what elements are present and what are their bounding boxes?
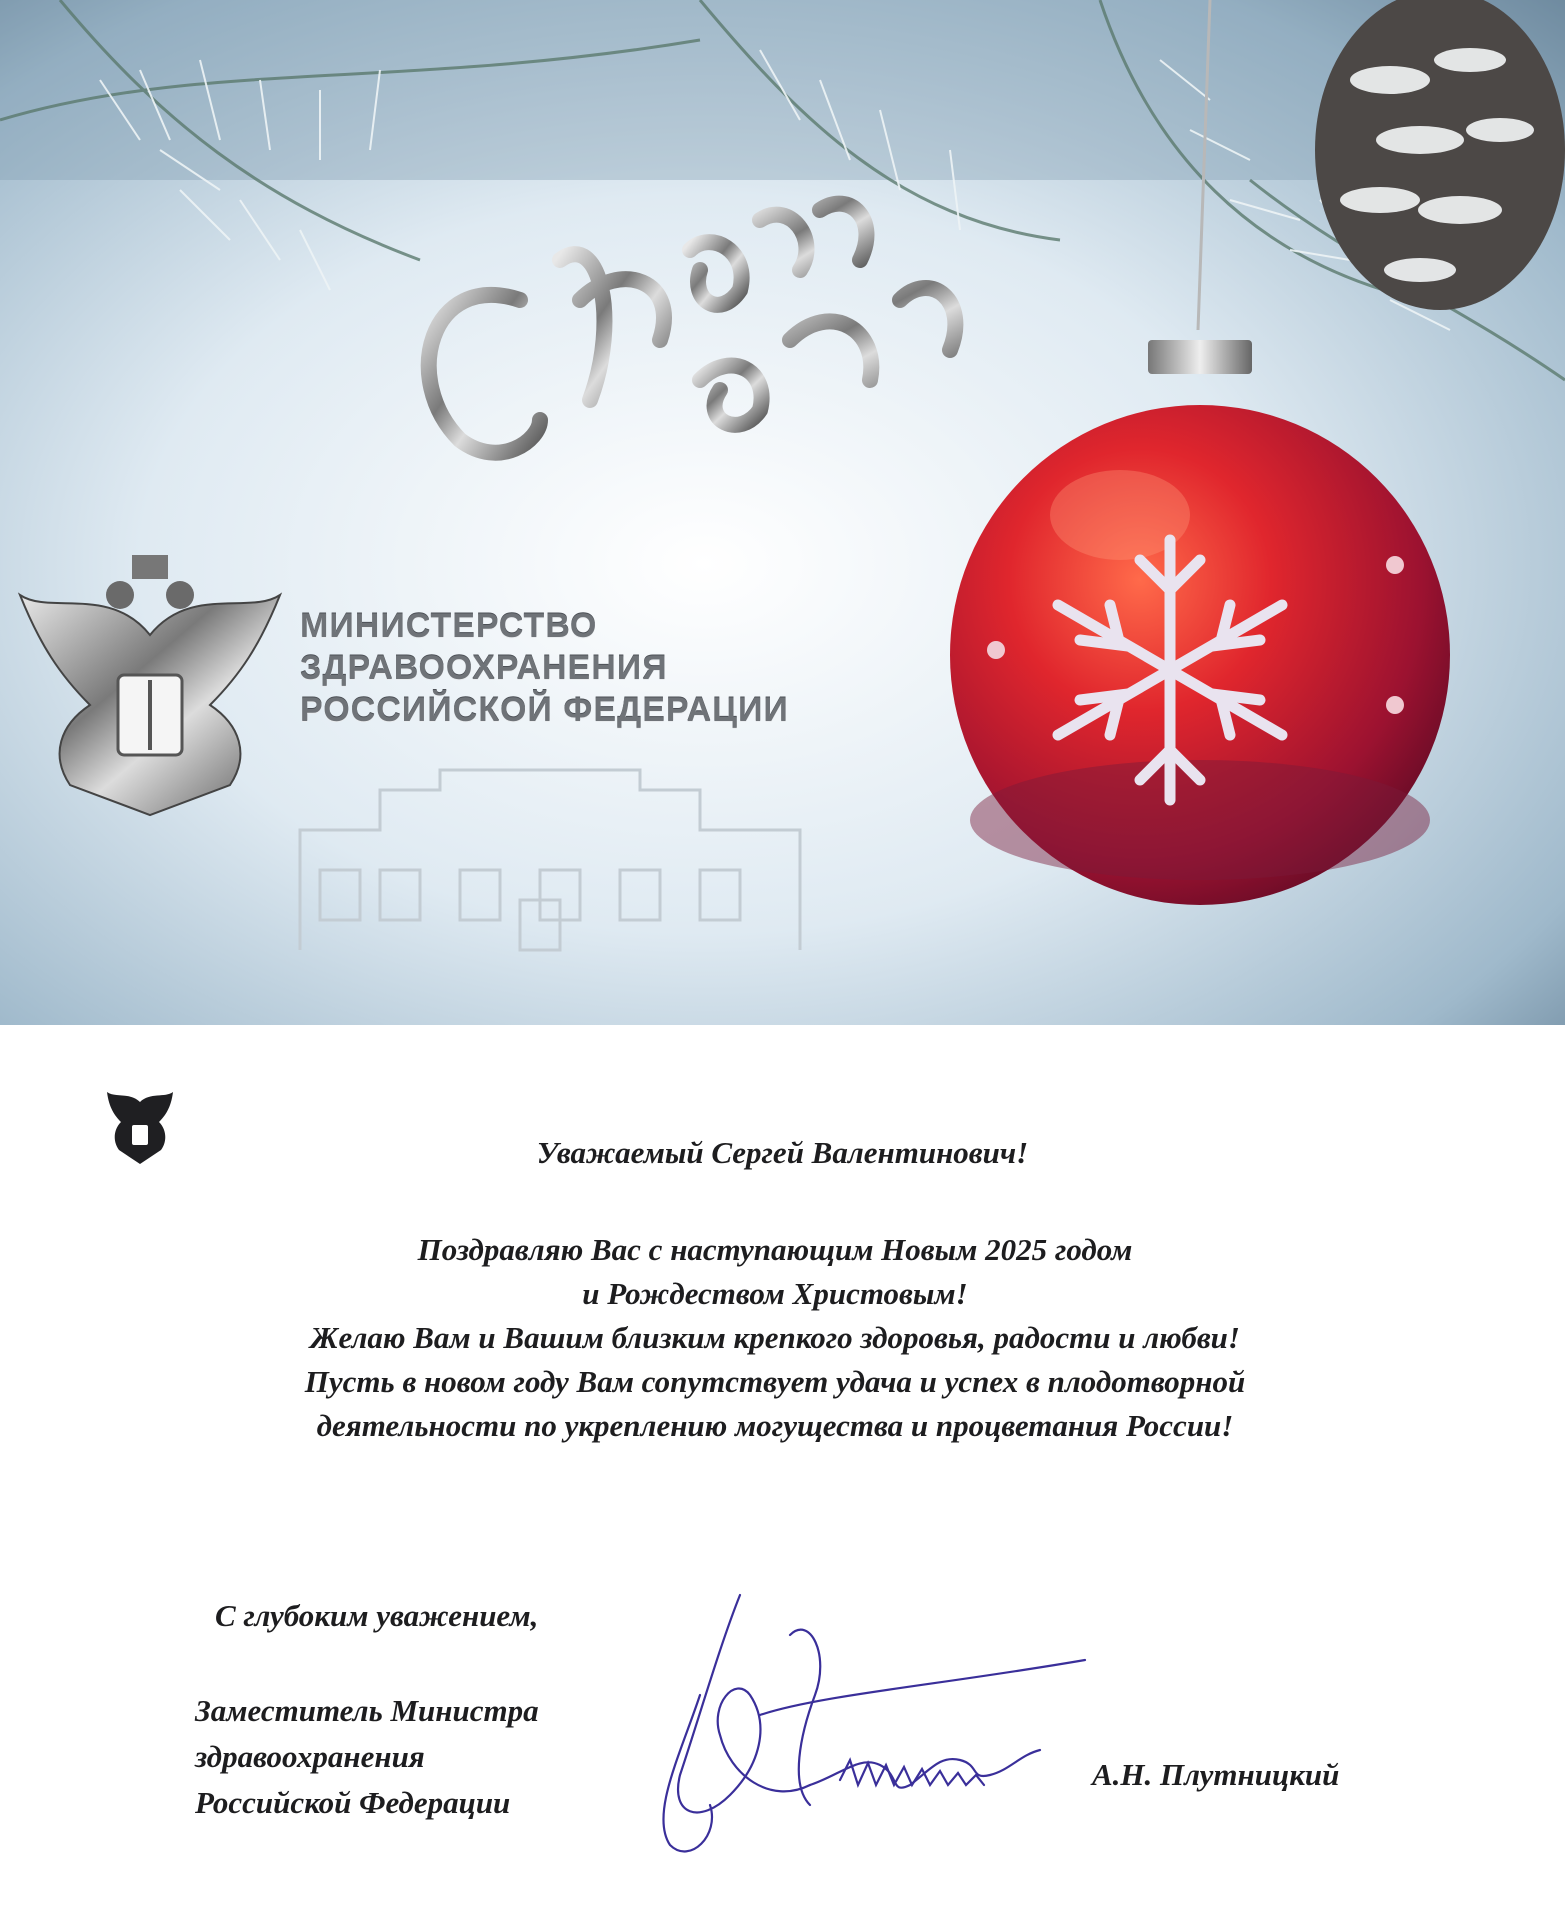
ministry-name [300, 605, 789, 731]
closing-phrase: С глубоким уважением, [215, 1598, 539, 1633]
ministry-line-2: ЗДРАВООХРАНЕНИЯ [300, 649, 668, 687]
position-line-1: Заместитель Министра [195, 1693, 539, 1728]
ministry-line-3: РОССИЙСКОЙ ФЕДЕРАЦИИ [300, 691, 789, 729]
body-line-1: Поздравляю Вас с наступающим Новым 2025 годом [417, 1232, 1133, 1267]
salutation: Уважаемый Сергей Валентинович! [536, 1135, 1029, 1170]
ministry-line-1: МИНИСТЕРСТВО [300, 607, 598, 645]
body-line-2: и Рождеством Христовым! [582, 1276, 968, 1311]
position-line-2: здравоохранения [195, 1739, 425, 1774]
body-line-4: Пусть в новом году Вам сопутствует удача и успех в плодотворной [304, 1364, 1246, 1399]
signer-name: А.Н. Плутницкий [1092, 1757, 1340, 1792]
body-line-3: Желаю Вам и Вашим близким крепкого здоровья, радости и любви! [310, 1320, 1240, 1355]
signer-position [195, 1688, 539, 1826]
greeting-body [200, 1228, 1350, 1448]
position-line-3: Российской Федерации [195, 1785, 511, 1820]
body-line-5: деятельности по укреплению могущества и процветания России! [316, 1408, 1234, 1443]
pine-cone [1315, 0, 1565, 310]
handwritten-signature [640, 1575, 1100, 1875]
